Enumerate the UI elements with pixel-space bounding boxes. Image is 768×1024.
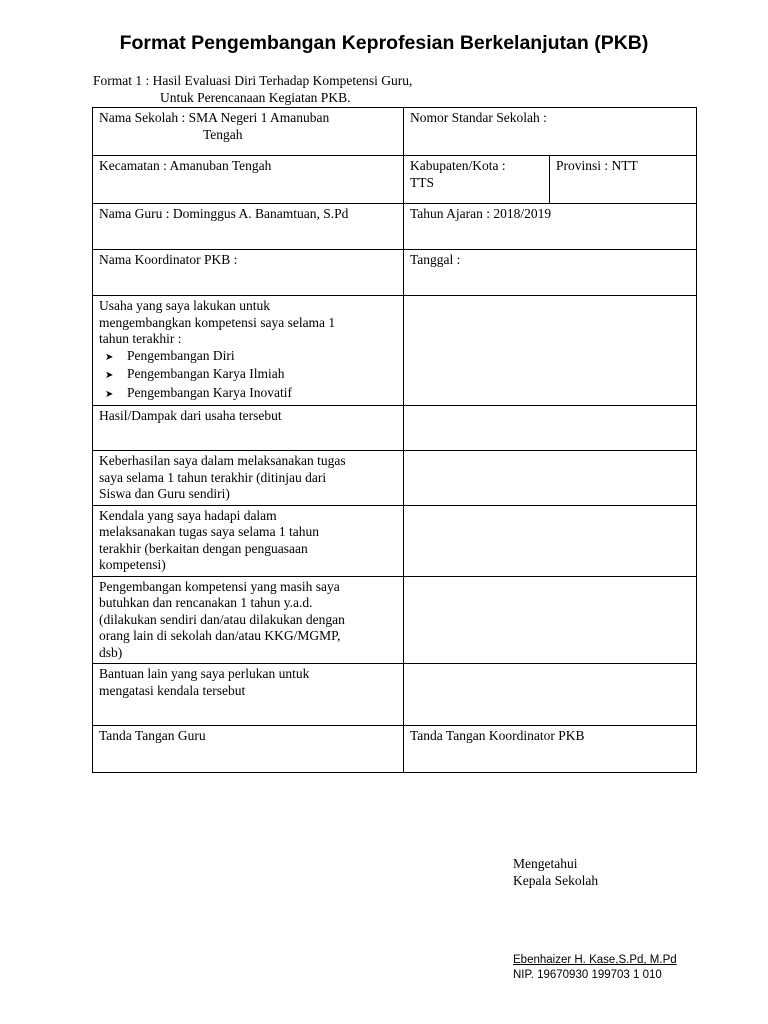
bantuan-cell: [93, 664, 404, 726]
kecamatan-label: Kecamatan : Amanuban Tengah: [99, 158, 272, 173]
keberhasilan-text-3: Siswa dan Guru sendiri): [99, 486, 230, 501]
table-row: [93, 406, 697, 451]
format-line-2: Untuk Perencanaan Kegiatan PKB.: [160, 90, 351, 105]
kendala-text-1: Kendala yang saya hadapi dalam: [99, 507, 277, 523]
ttd-koordinator-label: Tanda Tangan Koordinator PKB: [410, 728, 585, 743]
usaha-cell: [93, 296, 404, 406]
usaha-answer-cell[interactable]: [404, 296, 697, 406]
pengembangan-text-5: dsb): [99, 644, 123, 660]
usaha-text-3: tahun terakhir :: [99, 331, 182, 346]
ttd-koordinator-cell[interactable]: [404, 726, 697, 773]
keberhasilan-cell: [93, 451, 404, 506]
kabupaten-value: TTS: [410, 174, 435, 190]
nomor-standar-cell: [404, 108, 697, 156]
kendala-answer-cell[interactable]: [404, 505, 697, 576]
kecamatan-cell: [93, 156, 404, 204]
pengembangan-cell: [93, 576, 404, 664]
bullet-label: Pengembangan Karya Ilmiah: [127, 366, 285, 381]
kepala-sekolah-nip: NIP. 19670930 199703 1 010: [513, 969, 662, 981]
keberhasilan-text-1: Keberhasilan saya dalam melaksanakan tugas: [99, 453, 346, 468]
tahun-ajaran-cell: [404, 204, 697, 250]
nomor-standar-label: Nomor Standar Sekolah :: [410, 110, 547, 125]
tahun-ajaran-label: Tahun Ajaran : 2018/2019: [410, 206, 552, 221]
kendala-text-4: kompetensi): [99, 557, 166, 572]
nama-sekolah-cell: [93, 108, 404, 156]
kepala-sekolah-label: Kepala Sekolah: [513, 873, 599, 888]
table-row: [93, 726, 697, 773]
tanggal-cell: [404, 250, 697, 296]
arrow-bullet-icon: ➤: [105, 388, 114, 400]
bullet-label: Pengembangan Karya Inovatif: [127, 384, 292, 400]
ttd-guru-label: Tanda Tangan Guru: [99, 728, 206, 743]
pengembangan-text-1: Pengembangan kompetensi yang masih saya: [99, 578, 340, 594]
table-row: [93, 296, 697, 406]
keberhasilan-answer-cell[interactable]: [404, 451, 697, 506]
koordinator-label: Nama Koordinator PKB :: [99, 252, 238, 267]
bantuan-answer-cell[interactable]: [404, 664, 697, 726]
provinsi-label: Provinsi : NTT: [556, 158, 638, 173]
table-row: [93, 451, 697, 506]
nama-guru-label: Nama Guru : Dominggus A. Banamtuan, S.Pd: [99, 206, 349, 221]
arrow-bullet-icon: ➤: [105, 351, 114, 363]
hasil-answer-cell[interactable]: [404, 406, 697, 451]
tanggal-label: Tanggal :: [410, 252, 461, 267]
bantuan-text-1: Bantuan lain yang saya perlukan untuk: [99, 666, 310, 681]
table-row: [93, 108, 697, 156]
keberhasilan-text-2: saya selama 1 tahun terakhir (ditinjau dari: [99, 469, 327, 485]
kendala-cell: [93, 505, 404, 576]
table-row: [93, 250, 697, 296]
usaha-text-2: mengembangkan kompetensi saya selama 1: [99, 314, 336, 330]
nama-sekolah-label: Nama Sekolah : SMA Negeri 1 Amanuban: [99, 110, 330, 125]
usaha-text-1: Usaha yang saya lakukan untuk: [99, 298, 270, 313]
nama-guru-cell: [93, 204, 404, 250]
ttd-guru-cell[interactable]: [93, 726, 404, 773]
provinsi-cell: [550, 156, 697, 204]
arrow-bullet-icon: ➤: [105, 370, 114, 381]
pengembangan-answer-cell[interactable]: [404, 576, 697, 664]
kepala-sekolah-name: Ebenhaizer H. Kase,S.Pd, M.Pd: [513, 954, 677, 966]
table-row: [93, 204, 697, 250]
document-title: Format Pengembangan Keprofesian Berkelanjutan (PKB): [119, 32, 649, 54]
usaha-bullet-list: [99, 348, 397, 404]
list-item: [99, 385, 397, 404]
hasil-cell: [93, 406, 404, 451]
hasil-text: Hasil/Dampak dari usaha tersebut: [99, 408, 282, 423]
table-row: [93, 576, 697, 664]
pkb-form-table: [92, 107, 697, 773]
table-row: [93, 505, 697, 576]
table-row: [93, 156, 697, 204]
pengembangan-text-2: butuhkan dan rencanakan 1 tahun y.a.d.: [99, 595, 313, 610]
list-item: [99, 366, 397, 385]
pengembangan-text-4: orang lain di sekolah dan/atau KKG/MGMP,: [99, 628, 341, 643]
list-item: [99, 348, 397, 367]
koordinator-cell: [93, 250, 404, 296]
kendala-text-3: terakhir (berkaitan dengan penguasaan: [99, 540, 308, 556]
nama-sekolah-cont: Tengah: [203, 126, 243, 142]
mengetahui-label: Mengetahui: [513, 856, 578, 871]
kabupaten-cell: [404, 156, 550, 204]
table-row: [93, 664, 697, 726]
kabupaten-label: Kabupaten/Kota :: [410, 158, 506, 173]
bantuan-text-2: mengatasi kendala tersebut: [99, 682, 246, 698]
bullet-label: Pengembangan Diri: [127, 347, 235, 363]
kendala-text-2: melaksanakan tugas saya selama 1 tahun: [99, 524, 320, 539]
pengembangan-text-3: (dilakukan sendiri dan/atau dilakukan dengan: [99, 611, 345, 627]
format-line-1: Format 1 : Hasil Evaluasi Diri Terhadap Kompetensi Guru,: [93, 73, 413, 88]
